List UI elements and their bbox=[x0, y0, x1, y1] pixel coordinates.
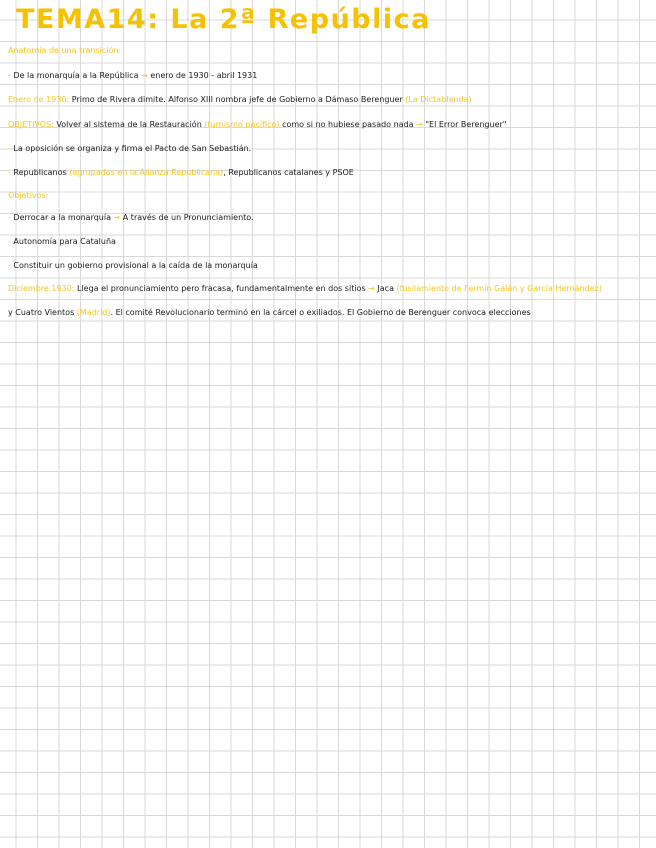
line-text: como si no hubiese pasado nada bbox=[279, 120, 417, 129]
section-heading: Anatomía de una transición: bbox=[8, 46, 122, 55]
highlight-text: (La Dictablanda) bbox=[405, 95, 472, 104]
line-text: Autonomía para Cataluña bbox=[10, 237, 116, 246]
arrow-icon: → bbox=[141, 71, 148, 80]
line-text: Primo de Rivera dimite. Alfonso XIII nombra jefe de Gobierno a Dámaso Berenguer bbox=[69, 95, 406, 104]
line-autonomia bbox=[8, 236, 116, 248]
line-objetivos bbox=[8, 190, 48, 202]
line-cuatro-vientos bbox=[8, 307, 531, 319]
line-text: Volver al sistema de la Restauración bbox=[53, 120, 205, 129]
arrow-icon: → bbox=[113, 213, 121, 222]
line-text: . El comité Revolucionario terminó en la cárcel o exiliados. El Gobierno de Berenguer convoca elecciones bbox=[110, 308, 531, 317]
bullet-dash: - bbox=[8, 213, 11, 222]
arrow-icon: → bbox=[416, 120, 423, 129]
bullet-dash: - bbox=[8, 261, 11, 270]
line-text: La oposición se organiza y firma el Pacto de San Sebastián. bbox=[10, 144, 252, 153]
line-text: Republicanos bbox=[10, 168, 70, 177]
bullet-dash: - bbox=[8, 71, 11, 80]
page-title: TEMA14: La 2ª República bbox=[16, 4, 431, 35]
line-enero-1930 bbox=[8, 94, 472, 106]
line-text: Constituir un gobierno provisional a la caída de la monarquía bbox=[10, 261, 258, 270]
line-monarquia-republica bbox=[8, 70, 257, 82]
line-text: , Republicanos catalanes y PSOE bbox=[223, 168, 354, 177]
highlight-text: (fusilamiento de Fermín Galán y García Hernández) bbox=[396, 284, 602, 293]
line-objetivos-berenguer bbox=[8, 119, 506, 131]
line-text: Jaca bbox=[374, 284, 397, 293]
line-gobierno-provisional bbox=[8, 260, 258, 272]
line-derrocar bbox=[8, 212, 254, 224]
line-diciembre-1930 bbox=[8, 283, 602, 295]
line-text: Derrocar a la monarquía bbox=[10, 213, 114, 222]
line-text: enero de 1930 - abril 1931 bbox=[147, 71, 258, 80]
line-anatomia bbox=[8, 45, 121, 57]
line-text: y Cuatro Vientos bbox=[8, 308, 77, 317]
line-text: De la monarquía a la República bbox=[10, 71, 142, 80]
section-heading: OBJETIVOS: bbox=[8, 120, 54, 129]
arrow-icon: → bbox=[368, 284, 375, 293]
line-text: A través de un Pronunciamiento. bbox=[120, 213, 254, 222]
line-pacto-san-sebastian bbox=[8, 143, 251, 155]
line-republicanos bbox=[8, 167, 354, 179]
bullet-dash: - bbox=[8, 144, 11, 153]
highlight-text: (turnismo pacífico) bbox=[204, 120, 280, 129]
section-heading: Objetivos: bbox=[8, 191, 49, 200]
date-label: Diciembre 1930: bbox=[8, 284, 75, 293]
highlight-text: (Madrid) bbox=[76, 308, 111, 317]
highlight-text: (agrupados en la Alianza Republicana) bbox=[69, 168, 224, 177]
line-text: "El Error Berenguer" bbox=[422, 120, 507, 129]
bullet-dash: - bbox=[8, 237, 11, 246]
bullet-dash: - bbox=[8, 168, 11, 177]
line-text: Llega el pronunciamiento pero fracasa, fundamentalmente en dos sitios bbox=[74, 284, 369, 293]
date-label: Enero de 1930: bbox=[8, 95, 70, 104]
